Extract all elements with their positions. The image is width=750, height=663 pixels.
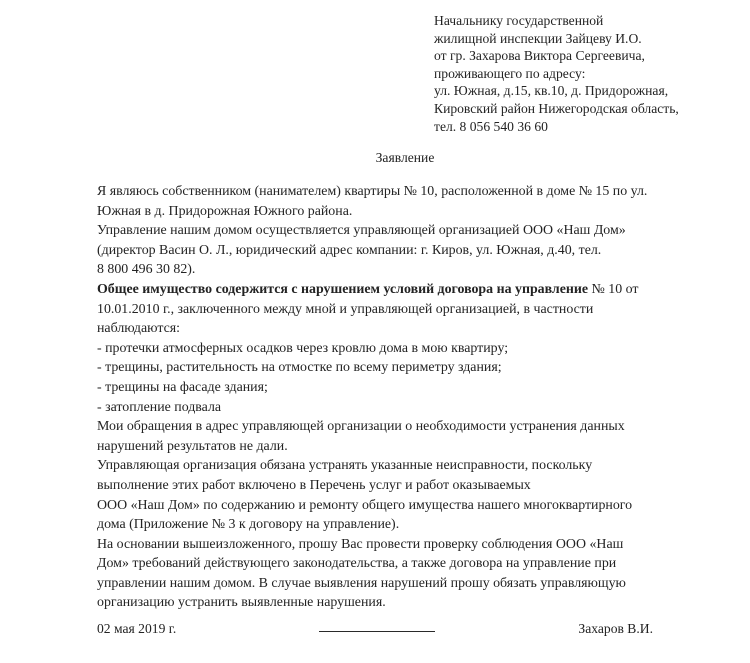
signer-name: Захаров В.И. <box>578 621 653 636</box>
body-line: На основании вышеизложенного, прошу Вас провести проверку соблюдения ООО «Наш <box>97 536 624 552</box>
body-line: 10.01.2010 г., заключенного между мной и управляющей организацией, в частности <box>97 301 594 317</box>
addressee-block <box>434 12 744 135</box>
signature-line <box>319 631 435 632</box>
addressee-line: жилищной инспекции Зайцеву И.О. <box>434 30 642 46</box>
addressee-line: Кировский район Нижегородская область, <box>434 100 679 116</box>
body-line: организацию устранить выявленные нарушения. <box>97 595 386 611</box>
body-line: Управление нашим домом осуществляется управляющей организацией ООО «Наш Дом» <box>97 223 626 239</box>
body-line-bullet: - трещины, растительность на отмостке по всему периметру здания; <box>97 360 502 376</box>
document-body <box>97 182 697 613</box>
addressee-line: тел. 8 056 540 36 60 <box>434 118 548 134</box>
document-footer <box>97 620 653 637</box>
body-line: наблюдаются: <box>97 321 181 337</box>
body-line-bullet: - трещины на фасаде здания; <box>97 379 268 395</box>
body-line: Мои обращения в адрес управляющей организации о необходимости устранения данных <box>97 419 625 435</box>
body-line: ООО «Наш Дом» по содержанию и ремонту общего имущества нашего многоквартирного <box>97 497 633 513</box>
body-line: Управляющая организация обязана устранять указанные неисправности, поскольку <box>97 458 593 474</box>
body-line: дома (Приложение № 3 к договору на управление). <box>97 517 400 533</box>
body-line: Дом» требований действующего законодательства, а также договора на управление при <box>97 556 617 572</box>
body-line: Я являюсь собственником (нанимателем) квартиры № 10, расположенной в доме № 15 по ул. <box>97 184 648 199</box>
body-line: (директор Васин О. Л., юридический адрес компании: г. Киров, ул. Южная, д.40, тел. <box>97 242 602 258</box>
body-line: 8 800 496 30 82). <box>97 262 196 278</box>
body-line-bold-part: Общее имущество содержится с нарушением условий договора на управление <box>97 281 589 297</box>
body-line-plain-part: № 10 от <box>588 281 639 297</box>
body-line: выполнение этих работ включено в Перечень услуг и работ оказываемых <box>97 477 531 493</box>
body-line-bullet: - протечки атмосферных осадков через кровлю дома в мою квартиру; <box>97 340 509 356</box>
body-line-emphasized <box>97 280 697 300</box>
date-text: 02 мая 2019 г. <box>97 621 177 636</box>
addressee-line: ул. Южная, д.15, кв.10, д. Придорожная, <box>434 83 669 99</box>
body-line: управлении нашим домом. В случае выявления нарушений прошу обязать управляющую <box>97 575 626 591</box>
body-line-bullet: - затопление подвала <box>97 399 222 415</box>
document-title: Заявление <box>375 150 435 165</box>
addressee-line: от гр. Захарова Виктора Сергеевича, <box>434 48 645 64</box>
addressee-line: проживающего по адресу: <box>434 65 586 81</box>
addressee-line: Начальнику государственной <box>434 13 604 28</box>
body-line: нарушений результатов не дали. <box>97 438 288 454</box>
body-line: Южная в д. Придорожная Южного района. <box>97 203 353 219</box>
